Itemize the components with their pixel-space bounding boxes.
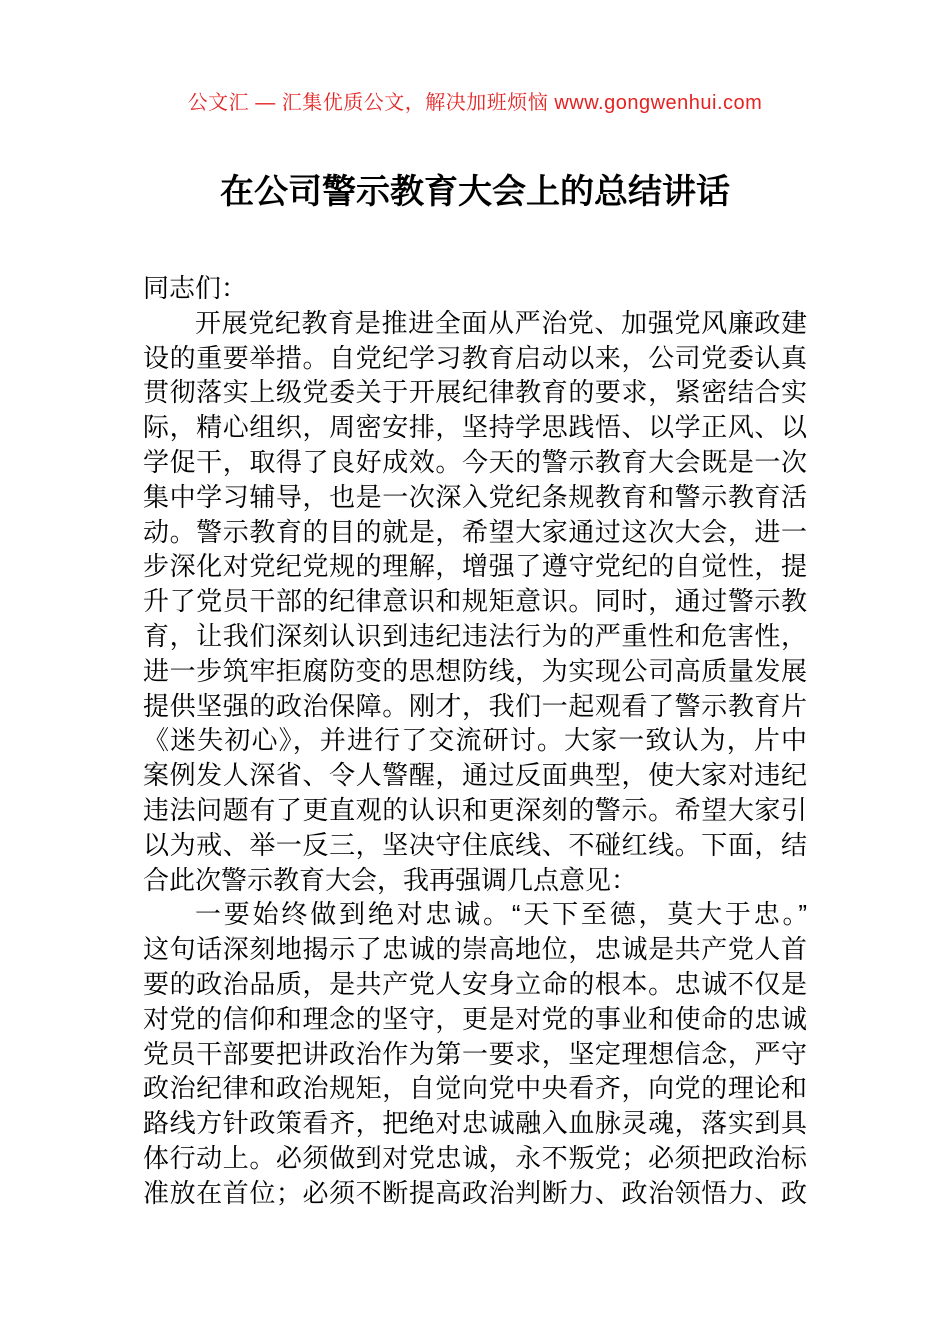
site-watermark — [0, 86, 950, 115]
body-line: 以为戒、举一反三，坚决守住底线、不碰红线。下面，结 — [143, 829, 807, 860]
body-line: 准放在首位；必须不断提高政治判断力、政治领悟力、政 — [143, 1177, 807, 1208]
watermark-text: 公文汇 — 汇集优质公文，解决加班烦恼 www.gongwenhui.com — [187, 92, 763, 114]
body-line: 升了党员干部的纪律意识和规矩意识。同时，通过警示教 — [143, 586, 807, 617]
body-line: 贯彻落实上级党委关于开展纪律教育的要求，紧密结合实 — [143, 377, 807, 408]
body-line: 育，让我们深刻认识到违纪违法行为的严重性和危害性， — [143, 620, 807, 651]
body-line: 要的政治品质，是共产党人安身立命的根本。忠诚不仅是 — [143, 968, 807, 999]
body-line: 集中学习辅导，也是一次深入党纪条规教育和警示教育活 — [143, 481, 807, 512]
body-line: 《迷失初心》，并进行了交流研讨。大家一致认为，片中 — [143, 725, 807, 756]
body-line: 设的重要举措。自党纪学习教育启动以来，公司党委认真 — [143, 342, 807, 373]
body-line: 动。警示教育的目的就是，希望大家通过这次大会，进一 — [143, 516, 807, 547]
body-line: 际，精心组织，周密安排，坚持学思践悟、以学正风、以 — [143, 412, 807, 443]
body-line: 一要始终做到绝对忠诚。“天下至德，莫大于忠。” — [195, 899, 807, 930]
body-line: 体行动上。必须做到对党忠诚，永不叛党；必须把政治标 — [143, 1142, 807, 1173]
body-line: 案例发人深省、令人警醒，通过反面典型，使大家对违纪 — [143, 760, 807, 791]
document-title: 在公司警示教育大会上的总结讲话 — [220, 173, 730, 211]
body-line: 这句话深刻地揭示了忠诚的崇高地位，忠诚是共产党人首 — [143, 934, 807, 965]
body-line: 违法问题有了更直观的认识和更深刻的警示。希望大家引 — [143, 794, 807, 825]
body-line: 步深化对党纪党规的理解，增强了遵守党纪的自觉性，提 — [143, 551, 807, 582]
body-line: 合此次警示教育大会，我再强调几点意见： — [143, 864, 638, 895]
body-line: 对党的信仰和理念的坚守，更是对党的事业和使命的忠诚 — [143, 1003, 807, 1034]
body-line: 路线方针政策看齐，把绝对忠诚融入血脉灵魂，落实到具 — [143, 1108, 807, 1139]
body-line: 政治纪律和政治规矩，自觉向党中央看齐，向党的理论和 — [143, 1073, 807, 1104]
body-line: 党员干部要把讲政治作为第一要求，坚定理想信念，严守 — [143, 1038, 807, 1069]
document-body — [143, 271, 807, 1211]
salutation-line: 同志们： — [143, 273, 248, 303]
body-line: 学促干，取得了良好成效。今天的警示教育大会既是一次 — [143, 446, 807, 477]
body-line: 开展党纪教育是推进全面从严治党、加强党风廉政建 — [195, 307, 807, 338]
body-line: 提供坚强的政治保障。刚才，我们一起观看了警示教育片 — [143, 690, 807, 721]
body-line: 进一步筑牢拒腐防变的思想防线，为实现公司高质量发展 — [143, 655, 807, 686]
